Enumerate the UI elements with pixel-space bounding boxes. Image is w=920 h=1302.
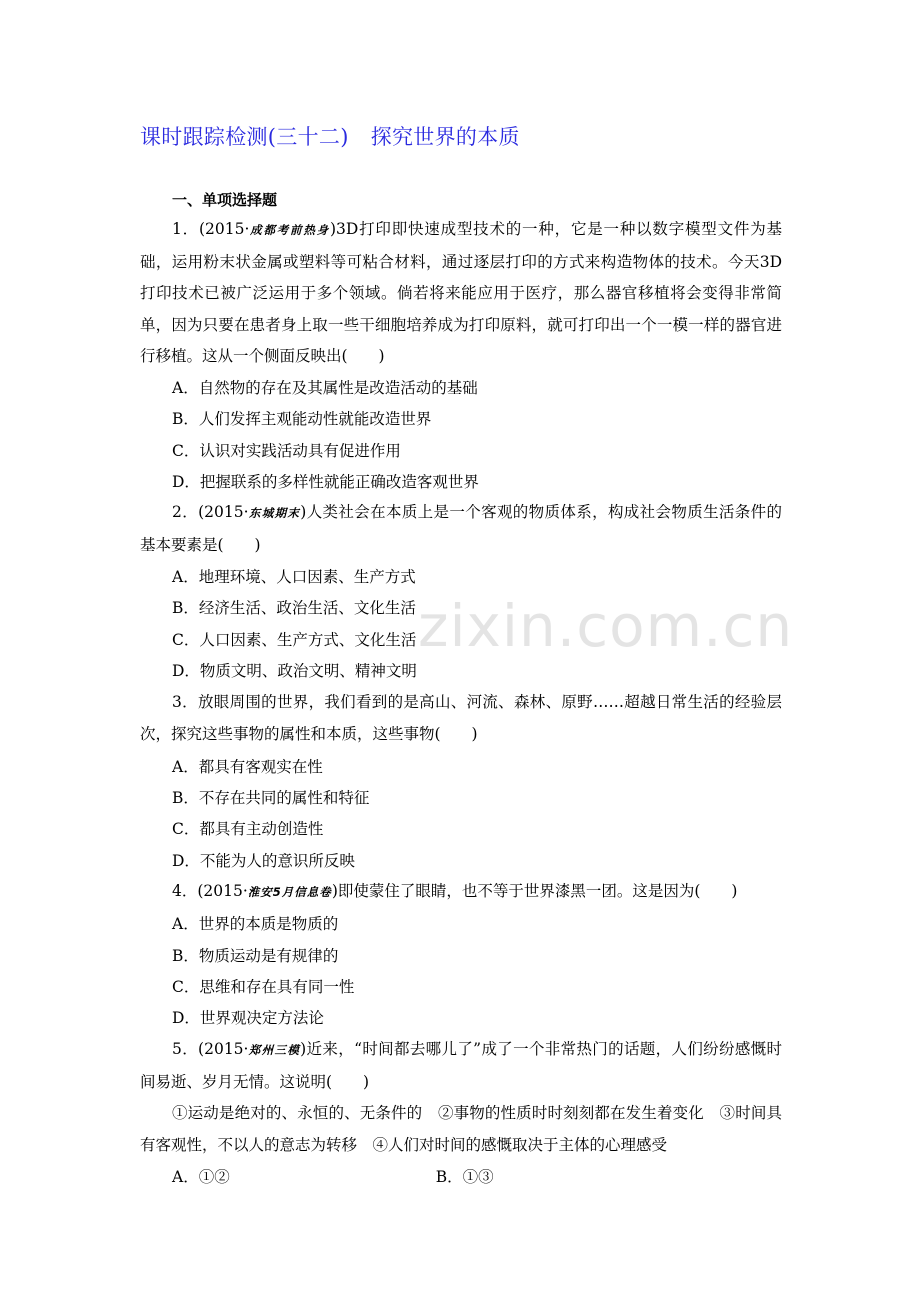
question-4-option-a: A．世界的本质是物质的 <box>172 915 339 933</box>
question-2-stem: 2．(2015·东城期末)人类社会在本质上是一个客观的物质体系，构成社会物质生活条件的基本要素是( ) <box>140 503 782 554</box>
question-3-option-a: A．都具有客观实在性 <box>172 758 323 776</box>
question-5-statements: ①运动是绝对的、永恒的、无条件的 ②事物的性质时时刻刻都在发生着变化 ③时间具有客观性，不以人的意志为转移 ④人们对时间的感慨取决于主体的心理感受 <box>140 1104 782 1154</box>
question-number: 1． <box>172 220 199 238</box>
title-sub: 探究世界的本质 <box>370 125 520 149</box>
question-5-option-a: A．①② <box>172 1168 230 1186</box>
question-number: 2． <box>172 503 199 521</box>
question-5-option-b: B．①③ <box>435 1168 494 1186</box>
question-1-option-a: A．自然物的存在及其属性是改造活动的基础 <box>172 379 478 397</box>
question-5-stem: 5．(2015·郑州三模)近来，“时间都去哪儿了”成了一个非常热门的话题，人们纷纷感慨时间易逝、岁月无情。这说明( ) <box>140 1040 782 1091</box>
question-2-option-b: B．经济生活、政治生活、文化生活 <box>172 599 416 617</box>
watermark: zixin.com.cn <box>418 592 794 660</box>
question-2-option-c: C．人口因素、生产方式、文化生活 <box>172 631 417 649</box>
question-2-option-d: D．物质文明、政治文明、精神文明 <box>172 662 417 680</box>
question-4-option-d: D．世界观决定方法论 <box>172 1009 324 1027</box>
page-title <box>140 121 520 151</box>
question-text: 近来，“时间都去哪儿了”成了一个非常热门的话题，人们纷纷感慨时间易逝、岁月无情。这说明( ) <box>140 1040 782 1091</box>
question-1-option-c: C．认识对实践活动具有促进作用 <box>172 442 401 460</box>
question-3-option-b: B．不存在共同的属性和特征 <box>172 789 370 807</box>
question-1-option-b: B．人们发挥主观能动性就能改造世界 <box>172 410 432 428</box>
question-text: 人类社会在本质上是一个客观的物质体系，构成社会物质生活条件的基本要素是( ) <box>140 503 782 554</box>
title-main: 课时跟踪检测(三十二) <box>140 125 349 149</box>
question-4-option-c: C．思维和存在具有同一性 <box>172 978 355 996</box>
question-4-option-b: B．物质运动是有规律的 <box>172 947 339 965</box>
question-number: 3． <box>172 693 198 711</box>
question-4-stem: 4．(2015·淮安5月信息卷)即使蒙住了眼睛，也不等于世界漆黑一团。这是因为( ) <box>172 882 738 900</box>
question-source: 郑州三模 <box>248 1043 301 1057</box>
question-3-option-c: C．都具有主动创造性 <box>172 820 324 838</box>
question-5-options-row <box>172 1167 494 1187</box>
question-3-stem <box>140 687 782 750</box>
question-text: 3D打印即快速成型技术的一种，它是一种以数字模型文件为基础，运用粉末状金属或塑料等可粘合材料，通过逐层打印的方式来构造物体的技术。今天3D打印技术已被广泛运用于多个领域。倘若将来能应用于医疗，那么器官移植将会变得非常简单，因为只要在患者身上取一些干细胞培养成为打印原料，就可打印出一个一模一样的器官进行移植。这从一个侧面反映出( ) <box>140 220 782 365</box>
question-1-stem: 1．(2015·成都考前热身)3D打印即快速成型技术的一种，它是一种以数字模型文件为基础，运用粉末状金属或塑料等可粘合材料，通过逐层打印的方式来构造物体的技术。今天3D打印技术已被广泛运用于多个领域。倘若将来能应用于医疗，那么器官移植将会变得非常简单，因为只要在患者身上取一些干细胞培养成为打印原料，就可打印出一个一模一样的器官进行移植。这从一个侧面反映出( ) <box>140 220 782 365</box>
question-source: 成都考前热身 <box>249 223 330 237</box>
question-number: 5． <box>172 1040 199 1058</box>
question-text: 即使蒙住了眼睛，也不等于世界漆黑一团。这是因为( ) <box>337 882 738 900</box>
question-text: 放眼周围的世界，我们看到的是高山、河流、森林、原野……超越日常生活的经验层次，探究这些事物的属性和本质，这些事物( ) <box>140 693 782 743</box>
question-source: 淮安5月信息卷 <box>247 885 332 899</box>
section-heading: 一、单项选择题 <box>172 191 278 209</box>
question-3-option-d: D．不能为人的意识所反映 <box>172 852 355 870</box>
question-1-option-d: D．把握联系的多样性就能正确改造客观世界 <box>172 473 479 491</box>
question-number: 4． <box>172 882 198 900</box>
question-source: 东城期末 <box>248 506 301 520</box>
question-2-option-a: A．地理环境、人口因素、生产方式 <box>172 568 416 586</box>
